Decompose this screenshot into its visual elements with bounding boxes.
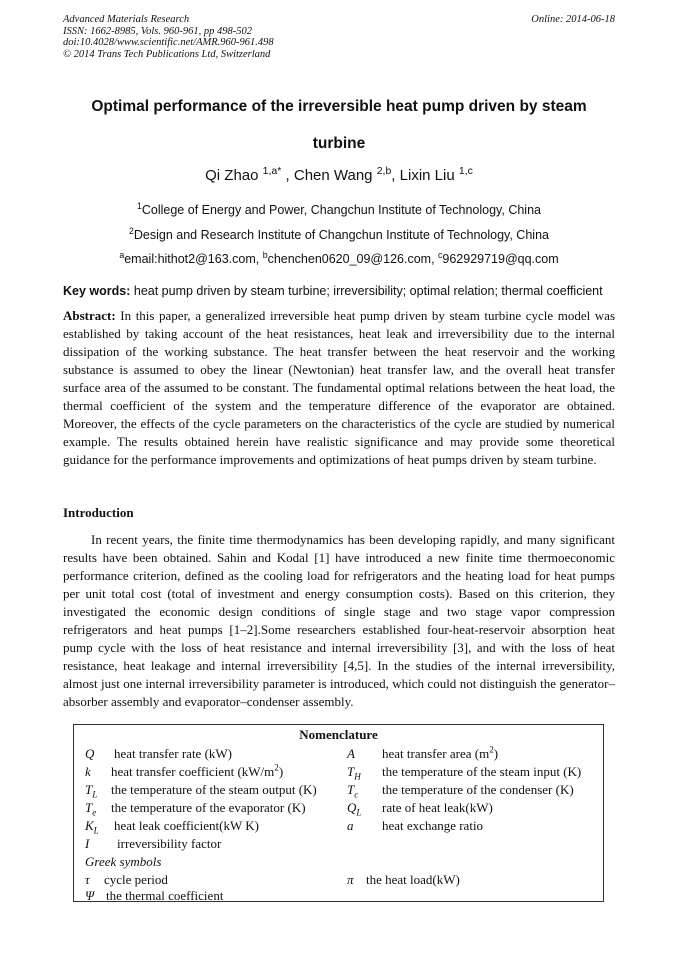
title-line-1: Optimal performance of the irreversible heat pump driven by steam (91, 98, 587, 115)
symbol: I (85, 836, 90, 851)
journal-name: Advanced Materials Research (63, 14, 190, 25)
symbol-description: heat transfer area $(m^2)$ (382, 744, 499, 761)
author-name: Lixin Liu (399, 167, 455, 184)
symbol: $T_H$ (347, 764, 361, 782)
symbol: $T_e$ (85, 800, 97, 818)
keywords-text: heat pump driven by steam turbine; irreversibility; optimal relation; thermal coefficient (133, 284, 603, 298)
symbol-description: irreversibility factor (117, 836, 222, 851)
symbol: $T_L$ (85, 782, 98, 800)
abstract-label: Abstract: (63, 308, 116, 323)
author-affiliation-mark: 2,b (376, 165, 392, 177)
nomenclature-row (74, 835, 603, 853)
email-mark: a (119, 249, 125, 260)
keywords-label: Key words: (63, 284, 131, 298)
greek-symbols-label: Greek symbols (85, 854, 162, 869)
affiliation-text: Design and Research Institute of Changchun Institute of Technology, China (133, 228, 549, 242)
symbol: Q (85, 746, 95, 761)
nomenclature-row (74, 745, 603, 763)
symbol-description: the temperature of the steam input (K) (382, 764, 582, 779)
symbol-description: the thermal coefficient (106, 888, 224, 903)
nomenclature-row (74, 817, 603, 835)
nomenclature-title: Nomenclature (299, 727, 378, 742)
symbol-description: heat leak coefficient(kW K) (114, 818, 259, 833)
keywords (63, 284, 615, 298)
symbol: $T_c$ (347, 782, 359, 800)
email-mark: c (438, 249, 443, 260)
abstract-text: In this paper, a generalized irreversible heat pump driven by steam turbine cycle model was established by taking account of the heat resistances, heat leak and irreversibility due to the internal dissipation of the working substance. The heat transfer between the heat reservoir and the working substance is assumed to obey the linear (Newtonian) heat transfer law, and the overall heat transfer surface area of the assumed to be constant. The fundamental optimal relations between the heat load, the thermal coefficient of the system and the temperature difference of the evaporator are obtained. Moreover, the effects of the cycle parameters on the characteristics of the cycle are studied by numerical example. The results obtained herein have realistic significance and may provide some theoretical guidance for the performance improvements and optimizations of heat pumps driven by steam turbine. (63, 308, 616, 467)
symbol: A (347, 746, 355, 761)
symbol: τ (85, 872, 90, 887)
issn-line: ISSN: 1662-8985, Vols. 960-961, pp 498-502 (63, 25, 252, 37)
symbol: Ψ (85, 888, 95, 903)
email-mark: b (262, 249, 268, 260)
author-affiliation-mark: 1,c (458, 165, 473, 177)
symbol-description: the temperature of the evaporator (K) (111, 800, 306, 815)
journal-header (63, 14, 615, 60)
nomenclature-row (74, 853, 603, 871)
symbol: $K_L$ (85, 818, 99, 836)
nomenclature-row (74, 781, 603, 799)
paper-title (63, 88, 615, 162)
symbol-description: cycle period (104, 872, 168, 887)
symbol: k (85, 764, 91, 779)
section-heading-introduction: Introduction (63, 505, 134, 520)
affiliation-mark: 2 (129, 225, 134, 236)
introduction-paragraph: In recent years, the finite time thermodynamics has been developing rapidly, and many significant results have been obtained. Sahin and Kodal [1] have introduced a new finite time thermoeconomic performance criterion, defined as the cooling load for refrigerators and the heating load for heat pumps per unit total cost (total of investment and energy consumption costs). Based on this criterion, they investigated the economic design conditions of single stage and two stage vapor compression refrigerators and heat pumps [1–2].Some researchers established four-heat-reservoir absorption heat pump cycle with the loss of heat resistance and internal irreversibility [3], and with the loss of heat resistance, heat leakage and internal irreversibility [4,5]. In the studies of the internal irreversibility, almost just one internal irreversibility parameter is introduced, which could not distinguish the generator–absorber assembly and evaporator–condenser assembly. (63, 532, 615, 709)
author-affiliation-mark: 1,a* (262, 165, 282, 177)
online-date: Online: 2014-06-18 (531, 14, 615, 25)
symbol-description: the temperature of the steam output (K) (111, 782, 317, 797)
doi-line: doi:10.4028/www.scientific.net/AMR.960-961.498 (63, 37, 274, 48)
copyright-line: © 2014 Trans Tech Publications Ltd, Switzerland (63, 48, 271, 60)
title-line-2: turbine (312, 135, 366, 152)
nomenclature-box (73, 724, 604, 902)
author-name: Chen Wang (293, 167, 373, 184)
symbol-description: heat transfer coefficient $(kW/m^2)$ (111, 762, 284, 779)
symbol-description: the temperature of the condenser (K) (382, 782, 574, 797)
email-list (63, 249, 615, 266)
author-name: Qi Zhao (205, 167, 259, 184)
symbol-description: rate of heat leak(kW) (382, 800, 493, 815)
email-link[interactable]: 962929719@qq.com (442, 252, 559, 266)
affiliation-mark: 1 (137, 200, 142, 211)
symbol-description: heat transfer rate (kW) (114, 746, 233, 761)
email-link[interactable]: chenchen0620_09@126.com, (267, 252, 439, 266)
nomenclature-row (74, 799, 603, 817)
symbol: $Q_L$ (347, 800, 362, 818)
author-list: Qi Zhao $^{1,a*}$ , Chen Wang $^{2,b}$, Lixin Liu $^{1,c}$ (205, 165, 473, 184)
symbol: π (347, 872, 354, 887)
affiliation-1 (63, 200, 615, 217)
affiliation-text: College of Energy and Power, Changchun Institute of Technology, China (141, 203, 541, 217)
symbol-description: the heat load(kW) (366, 872, 460, 887)
nomenclature-row (74, 763, 603, 781)
affiliation-2 (63, 225, 615, 242)
symbol: a (347, 818, 354, 833)
symbol-description: heat exchange ratio (382, 818, 484, 833)
nomenclature-row (74, 887, 603, 905)
email-link[interactable]: email:hithot2@163.com, (124, 252, 263, 266)
abstract (63, 307, 615, 469)
